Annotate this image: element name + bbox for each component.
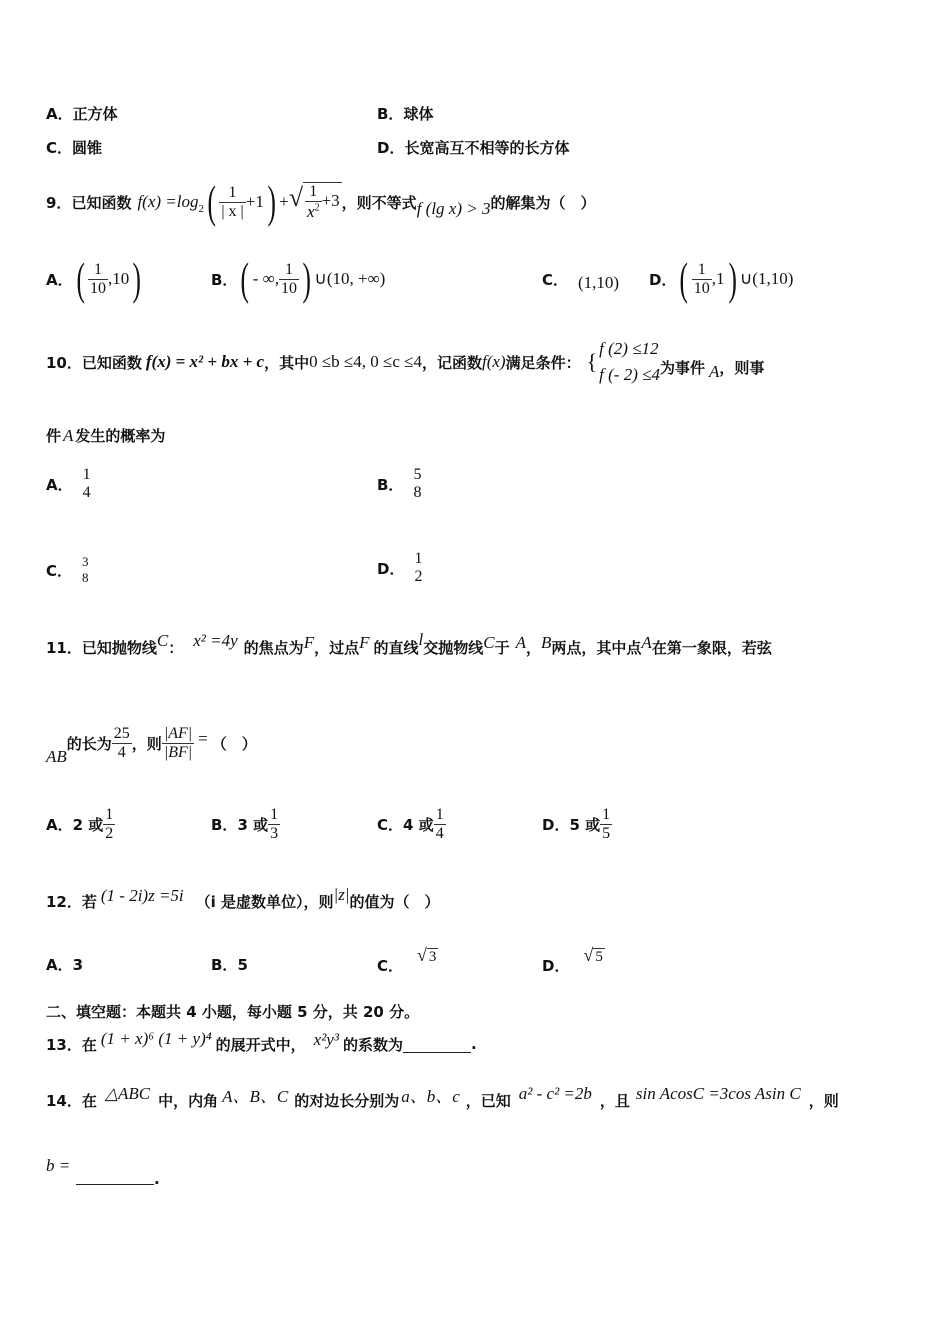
q12-option-d[interactable] — [542, 940, 605, 976]
q14-text-6: ，则 — [808, 1091, 839, 1110]
q8-option-c-letter: C． — [46, 139, 73, 157]
q12-option-a[interactable] — [46, 954, 83, 975]
q14-answer-blank[interactable] — [76, 1168, 154, 1185]
q8-option-a-text: 正方体 — [72, 105, 118, 123]
q10-a-num: 1 — [82, 466, 91, 483]
q11-a-den: 2 — [105, 824, 114, 842]
q11-d-den: 5 — [602, 824, 611, 842]
q9-a-right-paren: ) — [132, 253, 142, 304]
q13-text-3: 的系数为 — [342, 1035, 403, 1054]
q11-ratio-den: |BF| — [163, 743, 193, 761]
q9-b-rest: ∪(10, +∞) — [314, 269, 386, 288]
q13-text-1: 在 — [81, 1035, 97, 1054]
q12-abs-z: |z| — [333, 885, 350, 904]
q10-line2-var: A — [63, 426, 74, 445]
q10-c-den: 8 — [82, 570, 89, 585]
q10-text-3: ，记函数 — [421, 353, 482, 372]
q10-d-fraction — [412, 550, 424, 586]
q9-b-fraction — [279, 261, 299, 298]
q11-parabola: x² =4y — [193, 631, 238, 650]
q8-option-d[interactable] — [377, 137, 569, 158]
q9-a-fraction — [88, 261, 108, 298]
q10-a-den: 4 — [82, 484, 91, 501]
q8-option-b[interactable] — [377, 103, 433, 124]
q11-chord-ab: AB — [46, 747, 67, 766]
q9-b-num: 1 — [285, 260, 294, 278]
q9-d-mid: ,1 — [711, 269, 725, 288]
q11-line-l: l — [418, 630, 424, 649]
q11-text-10: ，则 — [131, 734, 162, 753]
q11-text-2: 的焦点为 — [243, 638, 304, 657]
q10-text-5: 为事件 — [659, 358, 705, 377]
q11-c-fraction — [434, 806, 446, 843]
q14-end: . — [154, 1170, 160, 1188]
q11-option-b-letter: B． — [211, 815, 238, 834]
q11-d-fraction — [600, 806, 612, 843]
q8-option-c-text: 圆锥 — [72, 139, 103, 157]
q8-option-c[interactable] — [46, 137, 102, 158]
q9-option-b[interactable] — [211, 253, 386, 304]
q9-a-num: 1 — [93, 260, 102, 278]
q14-text-5: ，且 — [599, 1091, 630, 1110]
q10-option-c[interactable] — [46, 545, 91, 595]
q10-b-den: 8 — [413, 484, 422, 501]
q9-option-c[interactable] — [542, 256, 619, 302]
q10-b-num: 5 — [413, 466, 422, 483]
q11-option-c[interactable] — [377, 799, 446, 849]
q14-text-1: 在 — [81, 1091, 97, 1110]
q10-option-d-letter: D． — [377, 559, 405, 578]
q10-text-6: ，则事 — [719, 358, 765, 377]
q10-condition-1: f (2) ≤12 — [599, 339, 659, 358]
q11-b-fraction — [268, 806, 280, 843]
q11-option-c-text: 4 或 — [403, 815, 434, 834]
q12-option-a-value: 3 — [72, 956, 84, 974]
q11-curve-c-1: C — [156, 631, 169, 650]
q9-inequality: f (lg x) > 3 — [416, 199, 491, 218]
q11-equals: = — [198, 729, 208, 748]
q9-plus-1: +1 — [245, 192, 264, 211]
q9-a-left-paren: ( — [76, 253, 85, 304]
q9-a-rest: ,10 — [107, 269, 130, 288]
q10-event: A — [708, 362, 720, 381]
q9-right-paren: ) — [267, 176, 276, 227]
q11-comma: ， — [526, 638, 542, 657]
q8-option-a-letter: A． — [46, 105, 73, 123]
q11-option-b[interactable] — [211, 799, 280, 849]
q11-number: 11． — [46, 638, 82, 657]
q10-d-num: 1 — [414, 550, 423, 567]
q13-expression: (1 + x)⁶ (1 + y)⁴ — [100, 1029, 212, 1048]
q8-option-d-text: 长宽高互不相等的长方体 — [404, 139, 570, 157]
q10-line2-b: 发生的概率为 — [75, 427, 166, 445]
q10-condition-2: f (- 2) ≤4 — [599, 365, 660, 384]
q12-option-b[interactable] — [211, 954, 248, 975]
q11-stem — [46, 632, 772, 662]
q11-ratio-num: |AF| — [163, 724, 193, 742]
q11-curve-c-2: C — [483, 633, 495, 652]
q10-b-fraction — [411, 466, 423, 502]
q9-frac1-den: | x | — [221, 202, 244, 220]
q14-b-equals: b = — [46, 1156, 71, 1175]
q9-option-c-letter: C． — [542, 270, 569, 289]
q10-option-a-letter: A． — [46, 475, 73, 494]
q9-d-right-paren: ) — [727, 253, 737, 304]
q9-text-1: 已知函数 — [71, 193, 132, 212]
q9-fraction-2 — [305, 183, 322, 222]
q10-option-d[interactable] — [377, 543, 424, 593]
q11-ratio-fraction — [162, 725, 194, 762]
q14-condition-1: a² - c² =2b — [518, 1084, 592, 1103]
q10-stem-line-2 — [46, 425, 165, 446]
q11-b-den: 3 — [270, 824, 279, 842]
q14-text-4: ，已知 — [465, 1091, 511, 1110]
q10-number: 10． — [46, 353, 82, 372]
q12-c-value: 3 — [428, 949, 437, 965]
q10-text-1: 已知函数 — [81, 353, 142, 372]
q9-text-3: 的解集为（ ） — [490, 193, 596, 212]
q11-option-d-text: 5 或 — [569, 815, 601, 834]
q10-c-num: 3 — [82, 554, 89, 569]
q9-frac1-num: 1 — [228, 183, 237, 201]
q11-option-a-text: 2 或 — [72, 815, 104, 834]
q9-left-paren: ( — [207, 176, 216, 227]
q9-number: 9． — [46, 193, 72, 212]
q14-text-2: 中，内角 — [158, 1091, 219, 1110]
q11-option-a-letter: A． — [46, 815, 73, 834]
q10-function: f(x) = x² + bx + c — [145, 352, 265, 371]
q9-d-den: 10 — [693, 279, 710, 297]
q12-stem — [46, 886, 440, 916]
q9-b-den: 10 — [281, 279, 298, 297]
q9-a-den: 10 — [89, 279, 106, 297]
q11-c-den: 4 — [435, 824, 444, 842]
q10-text-4: 满足条件： — [505, 353, 581, 372]
q9-fraction-1 — [219, 184, 245, 221]
q9-frac2-den-sup: 2 — [314, 202, 320, 214]
q14-text-3: 的对边长分别为 — [294, 1091, 400, 1110]
q11-text-4: 的直线 — [373, 638, 419, 657]
q13-text-2: 的展开式中， — [215, 1035, 306, 1054]
q12-option-b-value: 5 — [237, 956, 248, 974]
q9-plus-3: +3 — [321, 190, 340, 210]
q9-d-left-paren: ( — [679, 253, 689, 304]
q9-frac2-num: 1 — [309, 183, 318, 200]
q9-b-pre: - ∞, — [252, 269, 280, 288]
q12-text-3: 的值为（ ） — [349, 892, 440, 911]
q9-b-right-paren: ) — [302, 253, 311, 304]
q11-text-9: 的长为 — [66, 734, 112, 753]
q11-text-5: 交抛物线 — [423, 638, 484, 657]
q11-text-6: 于 — [494, 638, 510, 657]
q11-focus-f-1: F — [303, 633, 315, 652]
q10-brace: { — [586, 349, 598, 374]
q11-option-d[interactable] — [542, 799, 612, 849]
q9-log-base: 2 — [198, 203, 204, 215]
q9-func-lhs: f(x) =log — [137, 192, 199, 211]
q9-option-a-letter: A． — [46, 270, 73, 289]
q12-c-sqrt: √ 3 — [417, 945, 437, 965]
q12-text-1: 若 — [81, 892, 97, 911]
q8-option-a[interactable] — [46, 103, 118, 124]
q11-length-num: 25 — [113, 724, 130, 742]
q11-point-a-2: A — [641, 633, 652, 652]
q11-a-fraction — [103, 806, 115, 843]
q10-d-den: 2 — [414, 568, 423, 585]
q11-a-num: 1 — [105, 805, 114, 823]
q11-text-1: 已知抛物线 — [81, 638, 157, 657]
q10-option-c-letter: C． — [46, 561, 73, 580]
q10-text-2: ，其中 — [264, 353, 310, 372]
q11-point-b-1: B — [541, 633, 552, 652]
q8-option-b-text: 球体 — [403, 105, 434, 123]
q11-length-den: 4 — [112, 743, 132, 762]
q12-option-b-letter: B． — [211, 956, 238, 974]
q12-option-c[interactable] — [377, 940, 438, 976]
q13-answer-blank[interactable] — [403, 1036, 471, 1053]
q10-option-a[interactable] — [46, 459, 93, 509]
q9-sqrt: √ $\frac{1}{x^2}$ +3 — [288, 182, 340, 221]
q10-option-b-letter: B． — [377, 475, 404, 494]
q11-text-11: （ ） — [211, 734, 257, 753]
q13-end: . — [470, 1035, 477, 1053]
q14-condition-2: sin AcosC =3cos Asin C — [635, 1084, 801, 1103]
q11-d-num: 1 — [602, 805, 611, 823]
q12-option-d-letter: D． — [542, 957, 570, 975]
q14-stem — [46, 1082, 839, 1118]
q11-text-8: 在第一象限，若弦 — [651, 638, 772, 657]
q11-b-num: 1 — [270, 805, 279, 823]
q11-c-num: 1 — [435, 805, 444, 823]
q13-stem — [46, 1026, 477, 1062]
q9-stem — [46, 172, 596, 232]
q14-sides: a、b、c — [401, 1086, 460, 1106]
q10-a-fraction — [81, 466, 93, 502]
q11-text-3: ，过点 — [314, 638, 360, 657]
q9-plus: + — [279, 192, 289, 211]
q12-d-value: 5 — [595, 949, 603, 965]
q11-focus-f-2: F — [359, 633, 370, 652]
q12-d-sqrt: √ 5 — [583, 945, 603, 965]
q9-option-a[interactable] — [46, 253, 145, 304]
q9-frac2-den: x — [307, 202, 315, 221]
q9-b-left-paren: ( — [240, 253, 250, 304]
q9-text-2: ，则不等式 — [341, 193, 417, 212]
section-2-title: 二、填空题：本题共 4 小题，每小题 5 分，共 20 分。 — [46, 1003, 420, 1021]
q12-number: 12． — [46, 892, 82, 911]
q8-option-d-letter: D． — [377, 139, 405, 157]
q11-length-fraction — [112, 725, 132, 762]
q9-option-d-letter: D． — [649, 270, 677, 289]
q14-triangle: △ABC — [104, 1084, 151, 1103]
q11-colon: ： — [168, 638, 184, 657]
q13-number: 13． — [46, 1035, 82, 1054]
q9-d-num: 1 — [697, 260, 706, 278]
q11-option-c-letter: C． — [377, 815, 404, 834]
q12-option-a-letter: A． — [46, 956, 73, 974]
q10-fx: f(x) — [481, 352, 506, 371]
q9-option-d[interactable] — [649, 253, 794, 304]
q11-option-a[interactable] — [46, 799, 115, 849]
q10-c-fraction — [80, 554, 91, 586]
q9-option-b-letter: B． — [211, 270, 238, 289]
q9-c-value: (1,10) — [578, 273, 620, 292]
q10-line2-a: 件 — [46, 427, 62, 445]
q12-text-2: （i 是虚数单位），则 — [195, 892, 334, 911]
q11-option-b-text: 3 或 — [237, 815, 269, 834]
q11-point-a-1: A — [515, 633, 526, 652]
q11-option-d-letter: D． — [542, 815, 570, 834]
q12-expression: (1 - 2i)z =5i — [100, 886, 184, 905]
q12-option-c-letter: C． — [377, 957, 404, 975]
q10-stem — [46, 336, 764, 388]
q9-d-fraction — [692, 261, 712, 298]
q11-stem-line-2 — [46, 710, 257, 776]
q13-term: x²y³ — [313, 1030, 339, 1049]
q11-text-7: 两点，其中点 — [551, 638, 642, 657]
q10-option-b[interactable] — [377, 459, 423, 509]
q10-conditions — [599, 336, 660, 388]
q8-option-b-letter: B． — [377, 105, 404, 123]
q9-d-rest: ∪(1,10) — [739, 269, 794, 288]
q14-number: 14． — [46, 1091, 82, 1110]
q14-angles: A、B、C — [222, 1086, 289, 1106]
q10-condition: 0 ≤b ≤4, 0 ≤c ≤4 — [309, 352, 422, 371]
